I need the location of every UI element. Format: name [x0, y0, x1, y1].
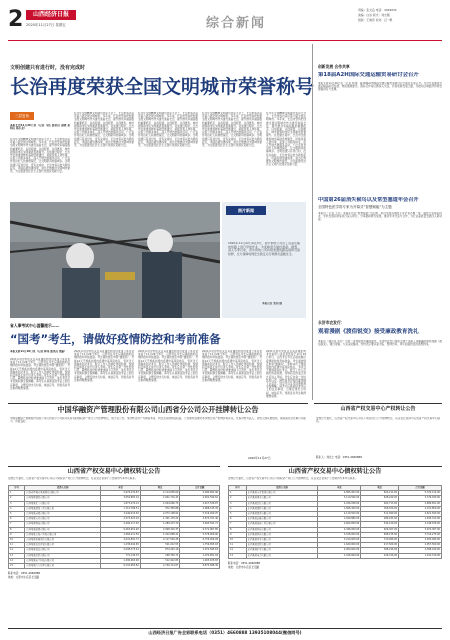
- table-cell: 8: [9, 527, 25, 532]
- table-cell: 2,908,316.37: [140, 527, 180, 532]
- table-cell: 1,070,851.04: [180, 553, 220, 558]
- table-cell: 1,846,300.00: [318, 506, 361, 511]
- debt-2-contact: 联系电话：0351-4660888: [228, 561, 261, 565]
- table-cell: 1,640,880.00: [318, 517, 361, 522]
- table-cell: 15: [9, 564, 25, 569]
- table-cell: 2,688,145.39: [180, 506, 220, 511]
- column-header: 合计金额: [399, 486, 442, 491]
- table-cell: 山西某某装饰工程有限公司: [246, 522, 318, 527]
- table-cell: 9: [9, 532, 25, 537]
- table-cell: 2,621,590.00: [399, 512, 442, 517]
- table-cell: 山西某某运输有限公司: [246, 517, 318, 522]
- notice-1-body: 中国华融资产管理股份有限公司山西省分公司拟对其持有的债权资产进行公开挂牌转让，现予以公告。本次转让资产为债权本金、利息及其他相关权益。公告期内受理对本次转让资产的询价和异议。交易对象为法人、自然人或其他组织，须具备完全民事行为能力，资信良好。: [10, 417, 306, 424]
- right-body-1: 本报太原11月26日讯（记者 刘伟）第18届A2H国际交通运输贸易研讨会日前在太原召开。与会代表围绕交通运输高质量发展、物流通道建设、国际合作等议题深入交流，共谋创新发展之路，为推动区域经济协同发展提供有力支撑。: [318, 82, 442, 92]
- table-cell: 1: [9, 491, 25, 496]
- table-cell: 972,358.88: [140, 506, 180, 511]
- debt-1-address: 地址：太原市小店区长治路: [8, 576, 40, 580]
- table-cell: 1,244,310.00: [399, 553, 442, 558]
- table-cell: 2,972,595.63: [180, 548, 220, 553]
- notice-1-date: 2020年11月27日: [248, 456, 271, 460]
- table-cell: 山西省晋城市某某煤炭有限公司: [25, 491, 101, 496]
- notice-2-contact: 联系人：刘女士 电话：0351-4660888: [316, 456, 362, 459]
- masthead-rule: [8, 40, 442, 41]
- table-cell: 3,018,000.00: [318, 532, 361, 537]
- section-title: 综合新闻: [206, 16, 267, 31]
- table-cell: 1,390,663.00: [101, 558, 141, 563]
- table-cell: 512,442.83: [140, 558, 180, 563]
- table-cell: 772,144.33: [101, 553, 141, 558]
- table-cell: 山西某某纺织有限公司: [25, 553, 101, 558]
- meta-item: 版式：刘志刚: [372, 13, 390, 17]
- debt-2-intro: 受转让方委托，山西省产权交易中心对以下债权资产进行公开挂牌转让，有意受让者请于公告期内与本中心联系。: [228, 477, 358, 480]
- table-cell: 3,466,211.59: [101, 532, 141, 537]
- table-cell: 山西某某房地产开发有限公司: [25, 532, 101, 537]
- table-cell: 2,604,850.00: [318, 522, 361, 527]
- table-cell: 1,044,066.73: [140, 501, 180, 506]
- table-cell: 306,550.00: [361, 506, 399, 511]
- column-header: 债务人名称: [246, 486, 318, 491]
- table-cell: 4: [229, 506, 247, 511]
- column-header: 序号: [9, 486, 25, 491]
- table-cell: 1,018,000.00: [318, 553, 361, 558]
- table-cell: 1,912,688.41: [140, 532, 180, 537]
- page-number: 2: [8, 7, 24, 32]
- table-cell: 7: [229, 522, 247, 527]
- column-header: 利息: [361, 486, 399, 491]
- masthead-meta: [358, 8, 442, 23]
- table-cell: 山西某某科技有限公司: [246, 527, 318, 532]
- table-cell: 山西某某汽车销售有限公司: [25, 564, 101, 569]
- photo-news-panel: [222, 202, 306, 318]
- table-cell: 3,930,480.00: [399, 538, 442, 543]
- table-cell: 3,739,030.00: [399, 496, 442, 501]
- table-cell: 544,120.00: [361, 522, 399, 527]
- table-cell: 山西某某焦化有限公司: [246, 501, 318, 506]
- table-cell: 11: [229, 543, 247, 548]
- table-cell: 10: [9, 538, 25, 543]
- photo-news-label: [226, 206, 266, 215]
- photo-caption: 2020年11月22日9点3分，晋中供电公司员工在高压输电线路上进行带电作业，为迎峰度冬做好准备。据悉，进入冬季以来，晋中供电公司持续加强线路巡视和设备检修，全力保障电网安全稳定运行和群众温暖过冬。: [228, 242, 300, 256]
- table-cell: 4,895,903.00: [318, 491, 361, 496]
- table-cell: 5,378,900.00: [180, 532, 220, 537]
- debt-1-table: [8, 485, 220, 569]
- news-photo: [10, 202, 220, 318]
- table-cell: 3: [9, 501, 25, 506]
- table-cell: 3,059,883.19: [101, 496, 141, 501]
- table-cell: 462,713.00: [361, 501, 399, 506]
- table-cell: 山西某某农业开发有限公司: [25, 543, 101, 548]
- table-cell: 山西某某商贸有限公司: [25, 512, 101, 517]
- table-cell: 12: [9, 548, 25, 553]
- table-cell: 2,110,500.00: [318, 512, 361, 517]
- lead-byline: 本报长治11月26日讯（记者 马钰 通讯员 秦晓 秦明山 杨小龙）: [10, 124, 70, 131]
- table-cell: 8,873,098.49: [180, 564, 220, 569]
- table-cell: 山西某某煤业有限公司: [246, 496, 318, 501]
- meta-item: 美编：白冰: [358, 13, 372, 17]
- table-cell: 山西某某电子科技有限公司: [25, 558, 101, 563]
- photo-credit: 本报记者 张羽 摄: [262, 302, 282, 305]
- table-cell: 1,301,178.22: [140, 517, 180, 522]
- table-cell: 2,114,658.09: [140, 491, 180, 496]
- paper-name: 山西经济日报: [32, 11, 69, 18]
- photo-news-label-text: 图片新闻: [238, 208, 254, 213]
- table-cell: 388,240.00: [361, 548, 399, 553]
- lead-badge-label: 三层复角: [15, 114, 29, 118]
- table-cell: 628,440.00: [361, 496, 399, 501]
- masthead: [8, 8, 442, 38]
- lead-body-col1: 在今年全国精神文明建设表彰大会上，长治市成功获评第六届全国文明城市。多年来，长治市坚持把创建全国文明城市作为建设美丽长治、提升群众幸福指数的重要抓手，以创促建、以创促管、以创惠民，城市面貌和市民文明素质显著提升。在创建过程中，长治市全面推进城市基础设施建设，持续改善人居环境，完善公共服务体系，深入开展志愿服务活动，广泛宣传身边好人和道德模范，让文明新风吹遍城乡。文明创建只有进行时，没有完成时，长治市将以此为新的起点，巩固拓展创建成果，常态长效推进文明城市建设，为全面建设社会主义现代化国家贡献力量。: [10, 138, 70, 174]
- meta-item: 组版：王晓萍: [358, 18, 375, 22]
- debt-1-title: 山西省产权交易中心债权转让公告: [67, 468, 161, 475]
- table-cell: 3,673,701.40: [180, 517, 220, 522]
- linemen-photo: [10, 202, 220, 318]
- table-cell: 2,740,114.67: [140, 564, 180, 569]
- table-cell: 山西某某矿业有限公司: [246, 548, 318, 553]
- table-cell: 7: [9, 522, 25, 527]
- meta-item: 责编：张文良: [358, 8, 375, 12]
- lead-kicker: 文明创建只有进行时，没有完成时: [10, 65, 86, 71]
- table-cell: 山西某某食品有限公司: [25, 548, 101, 553]
- right-kicker-3: 永济市农发行：: [318, 320, 345, 325]
- table-row: [229, 553, 442, 558]
- table-cell: 1,759,655.18: [180, 543, 220, 548]
- table-cell: 3,716,275.00: [399, 532, 442, 537]
- table-cell: 2,446,000.00: [318, 527, 361, 532]
- table-cell: 3,148,970.00: [399, 522, 442, 527]
- notice-2-title: 山西省产权交易中心产权转让公告: [340, 406, 416, 412]
- table-cell: 10: [229, 538, 247, 543]
- table-cell: 1,238,642.65: [101, 543, 141, 548]
- table-cell: 山西某某置业有限公司: [246, 538, 318, 543]
- right-body-3: 本报讯（通讯员 张宏）为进一步加强党风廉政建设，永济市农发行组织全体干部职工观看廉政教育漫剧《渡俗锐变》。通过观看，大家深受触动，纷纷表示要以案为鉴、警钟长鸣，筑牢拒腐防变的思想防线。: [318, 340, 442, 347]
- table-cell: 山西某某建材有限公司: [246, 506, 318, 511]
- column-header: 序号: [229, 486, 247, 491]
- exam-body-col5: 2021年度中央机关及其直属机构考试录用公务员笔试将于11月29日举行，山西考区考生应提前做好疫情防控和考前准备。考生须按规定申领“健康码”，考前14天不得前往国内疫情中高风险地区，考试当天须提前到达考点，配合工作人员做好体温检测，持绿码且体温正常方可进入考场。考生应自备一次性医用口罩，除核验身份时按要求摘下口罩外，进出考点及考试期间须全程佩戴。请考生认真阅读准考证上的注意事项，合理安排出行时间，诚信应考，预祝各位考生取得理想成绩。: [266, 350, 306, 398]
- table-cell: 2,098,375.44: [101, 548, 141, 553]
- table-cell: 山西某某化工有限公司: [25, 501, 101, 506]
- meta-item: 电话：4049834: [375, 8, 397, 12]
- table-cell: 720,480.00: [361, 538, 399, 543]
- table-cell: 2: [229, 496, 247, 501]
- table-cell: 山西某某农牧有限公司: [246, 543, 318, 548]
- column-header: 债务人名称: [25, 486, 101, 491]
- paper-name-box: [26, 10, 76, 20]
- table-cell: 2,372,523.18: [101, 517, 141, 522]
- table-cell: 13: [229, 553, 247, 558]
- table-cell: 1,842,716.43: [140, 496, 180, 501]
- table-cell: 2,226,938.00: [318, 501, 361, 506]
- table-cell: 1,289,473.79: [140, 522, 180, 527]
- table-cell: 6: [9, 517, 25, 522]
- table-cell: 1,640,000.00: [318, 543, 361, 548]
- table-cell: 山西某某医药有限公司: [246, 532, 318, 537]
- right-kicker-1: 创新发展 合作共享: [318, 64, 350, 69]
- table-cell: 2,073,198.62: [140, 512, 180, 517]
- debt-notice-2: [228, 466, 442, 626]
- table-cell: 2,057,500.00: [399, 543, 442, 548]
- table-cell: 289,433.00: [361, 517, 399, 522]
- column-header: 利息: [140, 486, 180, 491]
- lead-body-col3: 在今年全国精神文明建设表彰大会上，长治市成功获评第六届全国文明城市。多年来，长治市坚持把创建全国文明城市作为建设美丽长治、提升群众幸福指数的重要抓手，以创促建、以创促管、以创惠民，城市面貌和市民文明素质显著提升。在创建过程中，长治市全面推进城市基础设施建设，持续改善人居环境，完善公共服务体系，深入开展志愿服务活动，广泛宣传身边好人和道德模范，让文明新风吹遍城乡。文明创建只有进行时，没有完成时，长治市将以此为新的起点，巩固拓展创建成果，常态长效推进文明城市建设，为全面建设社会主义现代化国家贡献力量。: [138, 112, 198, 148]
- lead-headline: 长治再度荣获全国文明城市荣誉称号: [10, 76, 315, 98]
- table-cell: 3,246,010.63: [101, 512, 141, 517]
- table-cell: 山西某某实业集团有限公司: [246, 491, 318, 496]
- table-cell: 6,463,651.48: [101, 527, 141, 532]
- table-cell: 山西某某建设工程有限公司: [25, 506, 101, 511]
- debt-1-intro: 受转让方委托，山西省产权交易中心对以下债权资产进行公开挂牌转让，有意受让者请于公告期内与本中心联系。: [8, 477, 138, 480]
- table-cell: 3,110,590.00: [318, 496, 361, 501]
- table-cell: 山西某某电力有限公司: [246, 553, 318, 558]
- table-cell: 2,000,000.00: [318, 548, 361, 553]
- notice-1-title: 中国华融资产管理股份有限公司山西省分公司公开挂牌转让公告: [57, 405, 259, 414]
- debt-notice-1: [8, 466, 220, 626]
- table-cell: 521,012.53: [140, 543, 180, 548]
- table-cell: 298,706.71: [140, 553, 180, 558]
- table-cell: 6,759,456.09: [180, 538, 220, 543]
- table-cell: 13: [9, 553, 25, 558]
- notice-2-body: 受转让方委托，山西省产权交易中心对以下项目进行公开挂牌转让，有意受让者请与山西省产权交易中心联系。: [316, 417, 440, 424]
- table-cell: 3: [229, 501, 247, 506]
- date-line: 2020年11月27日 星期五: [26, 23, 66, 27]
- debt-2-title: 山西省产权交易中心债权转让公告: [288, 468, 382, 475]
- table-cell: 山西某某实业有限公司: [25, 517, 101, 522]
- table-cell: 6,132,983.82: [101, 564, 141, 569]
- table-cell: 9,371,967.85: [180, 527, 220, 532]
- table-cell: 1: [229, 491, 247, 496]
- right-headline-3: 观看漫剧《渡俗锐变》接受廉政教育洗礼: [318, 329, 419, 335]
- exam-body-col1: 2021年度中央机关及其直属机构考试录用公务员笔试将于11月29日举行，山西考区考生应提前做好疫情防控和考前准备。考生须按规定申领“健康码”，考前14天不得前往国内疫情中高风险地区，考试当天须提前到达考点，配合工作人员做好体温检测，持绿码且体温正常方可进入考场。考生应自备一次性医用口罩，除核验身份时按要求摘下口罩外，进出考点及考试期间须全程佩戴。请考生认真阅读准考证上的注意事项，合理安排出行时间，诚信应考，预祝各位考生取得理想成绩。: [10, 358, 70, 390]
- lead-body-col5: 在今年全国精神文明建设表彰大会上，长治市成功获评第六届全国文明城市。多年来，长治市坚持把创建全国文明城市作为建设美丽长治、提升群众幸福指数的重要抓手，以创促建、以创促管、以创惠民，城市面貌和市民文明素质显著提升。在创建过程中，长治市全面推进城市基础设施建设，持续改善人居环境，完善公共服务体系，深入开展志愿服务活动，广泛宣传身边好人和道德模范，让文明新风吹遍城乡。文明创建只有进行时，没有完成时，长治市将以此为新的起点，巩固拓展创建成果，常态长效推进文明城市建设，为全面建设社会主义现代化国家贡献力量。: [266, 112, 306, 167]
- right-subhead-2: 全国特色医学将专家为开幕式“智慧赋能”为主题: [318, 205, 392, 209]
- debt-1-contact: 联系电话：0351-4660888: [8, 572, 41, 576]
- right-body-2: 本报讯（记者 王芳）本届年会以“智慧赋能”为主题，来自全国各地的专家学者齐聚一堂，围绕行业前沿技术、学科发展趋势等进行深入研讨，分享最新研究成果，推动学术交流与合作，为行业高质量发展注入新动能。: [318, 212, 442, 222]
- right-headline-1: 第18届A2H国际交通运输贸易研讨会召开: [318, 72, 419, 78]
- table-cell: 山西某某贸易有限公司: [246, 512, 318, 517]
- debt-2-table: [228, 485, 442, 559]
- table-cell: 1,930,313.00: [399, 517, 442, 522]
- table-cell: 2,976,234.87: [101, 491, 141, 496]
- table-cell: 1,903,105.83: [180, 558, 220, 563]
- notice-2: [314, 403, 442, 463]
- table-cell: 5: [229, 512, 247, 517]
- lead-badge: [10, 112, 34, 120]
- table-cell: 4,641,891.73: [101, 538, 141, 543]
- table-cell: 2: [9, 496, 25, 501]
- table-cell: 1,715,786.51: [101, 506, 141, 511]
- exam-body-col3: 2021年度中央机关及其直属机构考试录用公务员笔试将于11月29日举行，山西考区考生应提前做好疫情防控和考前准备。考生须按规定申领“健康码”，考前14天不得前往国内疫情中高风险地区，考试当天须提前到达考点，配合工作人员做好体温检测，持绿码且体温正常方可进入考场。考生应自备一次性医用口罩，除核验身份时按要求摘下口罩外，进出考点及考试期间须全程佩戴。请考生认真阅读准考证上的注意事项，合理安排出行时间，诚信应考，预祝各位考生取得理想成绩。: [138, 350, 198, 382]
- table-cell: 11: [9, 543, 25, 548]
- table-cell: 3,210,000.00: [318, 538, 361, 543]
- table-cell: 山西某某机械制造有限公司: [25, 538, 101, 543]
- table-cell: 511,090.00: [361, 512, 399, 517]
- lead-body-col4: 在今年全国精神文明建设表彰大会上，长治市成功获评第六届全国文明城市。多年来，长治市坚持把创建全国文明城市作为建设美丽长治、提升群众幸福指数的重要抓手，以创促建、以创促管、以创惠民，城市面貌和市民文明素质显著提升。在创建过程中，长治市全面推进城市基础设施建设，持续改善人居环境，完善公共服务体系，深入开展志愿服务活动，广泛宣传身边好人和道德模范，让文明新风吹遍城乡。文明创建只有进行时，没有完成时，长治市将以此为新的起点，巩固拓展创建成果，常态长效推进文明城市建设，为全面建设社会主义现代化国家贡献力量。: [202, 112, 262, 148]
- table-cell: 626,307.00: [361, 527, 399, 532]
- table-cell: 12: [229, 548, 247, 553]
- table-cell: 山西某某钢铁有限公司: [25, 496, 101, 501]
- debt-2-address: 地址：太原市小店区长治路: [228, 565, 260, 569]
- table-cell: 824,211.00: [361, 491, 399, 496]
- notice-1: [8, 403, 308, 463]
- table-cell: 4,902,599.62: [180, 496, 220, 501]
- table-cell: 14: [9, 558, 25, 563]
- table-cell: 山西某某能源有限公司: [25, 527, 101, 532]
- column-header: 合计金额: [180, 486, 220, 491]
- table-cell: 3,695,591.71: [180, 522, 220, 527]
- table-cell: 9: [229, 532, 247, 537]
- table-cell: 2,388,240.00: [399, 548, 442, 553]
- table-cell: 5,720,114.00: [399, 491, 442, 496]
- table-cell: 2,117,564.36: [140, 538, 180, 543]
- table-cell: 山西某某物流有限公司: [25, 522, 101, 527]
- table-cell: 698,275.00: [361, 532, 399, 537]
- table-cell: 2,406,117.92: [101, 522, 141, 527]
- right-headline-2: 中国第26届消失候鸟以及常型塞道年会召开: [318, 197, 419, 203]
- table-cell: 2,689,651.00: [399, 501, 442, 506]
- table-cell: 3,072,307.00: [399, 527, 442, 532]
- table-cell: 226,310.00: [361, 553, 399, 558]
- exam-kicker: 省人事考试中心温馨提示——: [10, 323, 60, 328]
- table-cell: 5,319,209.25: [180, 512, 220, 517]
- exam-byline: 本报太原11月26日讯（记者 韩伟 通讯员 张丽）: [10, 350, 67, 353]
- table-cell: 1,873,470.14: [101, 501, 141, 506]
- exam-headline: “国考”考生，请做好疫情防控和考前准备: [10, 332, 221, 346]
- table-cell: 874,220.19: [140, 548, 180, 553]
- column-header: 本金: [318, 486, 361, 491]
- table-cell: 5: [9, 512, 25, 517]
- table-cell: 4: [9, 506, 25, 511]
- table-cell: 6: [229, 517, 247, 522]
- table-cell: 417,500.00: [361, 543, 399, 548]
- column-divider: [312, 44, 313, 400]
- table-cell: 8: [229, 527, 247, 532]
- meta-item: 校对：吕一帆: [375, 18, 393, 22]
- exam-body-col2: 2021年度中央机关及其直属机构考试录用公务员笔试将于11月29日举行，山西考区考生应提前做好疫情防控和考前准备。考生须按规定申领“健康码”，考前14天不得前往国内疫情中高风险地区，考试当天须提前到达考点，配合工作人员做好体温检测，持绿码且体温正常方可进入考场。考生应自备一次性医用口罩，除核验身份时按要求摘下口罩外，进出考点及考试期间须全程佩戴。请考生认真阅读准考证上的注意事项，合理安排出行时间，诚信应考，预祝各位考生取得理想成绩。: [74, 350, 134, 382]
- footer-text: 山西经济日报广告全彩联系电话（0351）4660888 13935108044(微信同号): [148, 630, 302, 635]
- table-cell: 2,152,850.00: [399, 506, 442, 511]
- exam-body-col4: 2021年度中央机关及其直属机构考试录用公务员笔试将于11月29日举行，山西考区考生应提前做好疫情防控和考前准备。考生须按规定申领“健康码”，考前14天不得前往国内疫情中高风险地区，考试当天须提前到达考点，配合工作人员做好体温检测，持绿码且体温正常方可进入考场。考生应自备一次性医用口罩，除核验身份时按要求摘下口罩外，进出考点及考试期间须全程佩戴。请考生认真阅读准考证上的注意事项，合理安排出行时间，诚信应考，预祝各位考生取得理想成绩。: [202, 350, 262, 382]
- table-cell: 2,917,536.87: [180, 501, 220, 506]
- footer-bar: [8, 628, 442, 637]
- column-header: 本金: [101, 486, 141, 491]
- lead-body-col2: 在今年全国精神文明建设表彰大会上，长治市成功获评第六届全国文明城市。多年来，长治市坚持把创建全国文明城市作为建设美丽长治、提升群众幸福指数的重要抓手，以创促建、以创促管、以创惠民，城市面貌和市民文明素质显著提升。在创建过程中，长治市全面推进城市基础设施建设，持续改善人居环境，完善公共服务体系，深入开展志愿服务活动，广泛宣传身边好人和道德模范，让文明新风吹遍城乡。文明创建只有进行时，没有完成时，长治市将以此为新的起点，巩固拓展创建成果，常态长效推进文明城市建设，为全面建设社会主义现代化国家贡献力量。: [74, 112, 134, 148]
- table-cell: 5,090,892.96: [180, 491, 220, 496]
- table-row: [9, 564, 220, 569]
